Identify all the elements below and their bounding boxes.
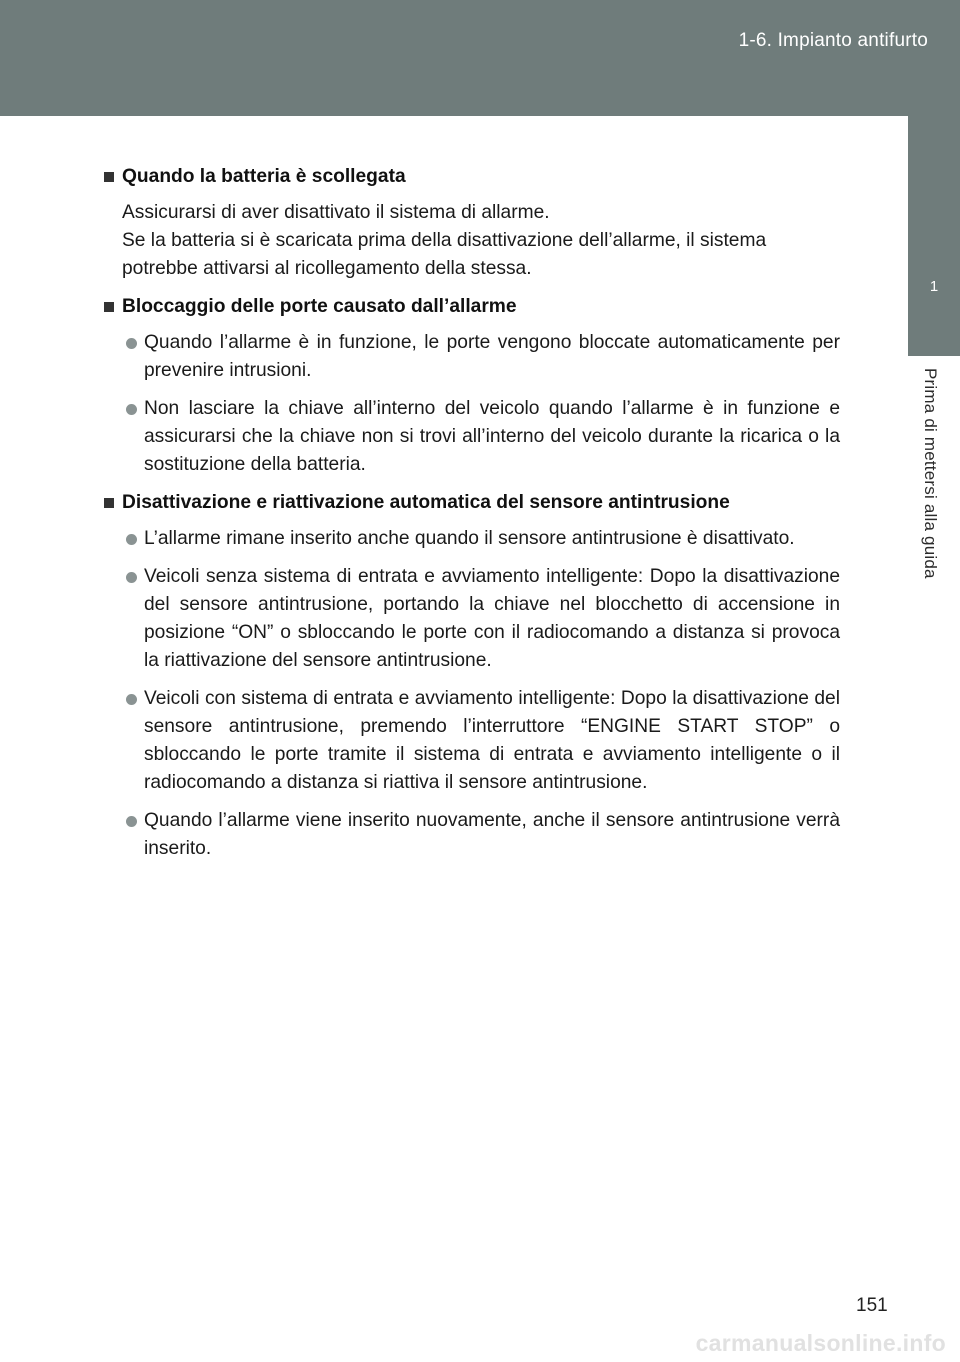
section-heading <box>104 293 840 321</box>
paragraph <box>104 199 840 283</box>
dot-bullet-icon <box>126 572 137 583</box>
bullet-item <box>104 563 840 675</box>
page-number: 151 <box>856 1295 888 1316</box>
section-heading <box>104 489 840 517</box>
section-heading-text: Quando la batteria è scollegata <box>122 166 406 187</box>
dot-bullet-icon <box>126 816 137 827</box>
bullet-text: Quando l’allarme è in funzione, le porte vengono bloccate automaticamente per prevenire intrusioni. <box>144 332 840 381</box>
watermark: carmanualsonline.info <box>695 1330 946 1356</box>
dot-bullet-icon <box>126 534 137 545</box>
paragraph-line: Se la batteria si è scaricata prima della disattivazione dell’allarme, il sistema potrebbe attivarsi al ricollegamento della stessa. <box>122 230 767 279</box>
bullet-text: L’allarme rimane inserito anche quando il sensore antintrusione è disattivato. <box>144 528 795 549</box>
side-tab-top <box>908 116 960 251</box>
dot-bullet-icon <box>126 694 137 705</box>
bullet-text: Veicoli senza sistema di entrata e avviamento intelligente: Dopo la disattivazione del sensore antintrusione, portando la chiave nel blocchetto di accensione in posizione “ON” o sbloccando le porte con il radiocomando a distanza si provoca la riattivazione del sensore antintrusione. <box>144 566 840 671</box>
bullet-item <box>104 395 840 479</box>
header-band <box>0 0 960 116</box>
bullet-text: Non lasciare la chiave all’interno del veicolo quando l’allarme è in funzione e assicurarsi che la chiave non si trovi all’interno del veicolo durante la ricarica o la sostituzione della batteria. <box>144 398 840 475</box>
section-heading-text: Bloccaggio delle porte causato dall’allarme <box>122 296 517 317</box>
section-heading-text: Disattivazione e riattivazione automatica del sensore antintrusione <box>122 492 730 513</box>
side-tab-label: Prima di mettersi alla guida <box>921 368 940 579</box>
section-title: 1-6. Impianto antifurto <box>738 30 928 51</box>
square-bullet-icon <box>104 498 114 508</box>
side-tab-number: 1 <box>908 251 960 356</box>
bullet-item <box>104 807 840 863</box>
bullet-text: Veicoli con sistema di entrata e avviamento intelligente: Dopo la disattivazione del sensore antintrusione, premendo l’interruttore “ENGINE START STOP” o sbloccando le porte tramite il sistema di entrata e avviamento intelligente o il radiocomando a distanza si riattiva il sensore antintrusione. <box>144 688 840 793</box>
dot-bullet-icon <box>126 338 137 349</box>
section-heading <box>104 163 840 191</box>
square-bullet-icon <box>104 172 114 182</box>
bullet-item <box>104 525 840 553</box>
square-bullet-icon <box>104 302 114 312</box>
bullet-item <box>104 685 840 797</box>
bullet-item <box>104 329 840 385</box>
bullet-text: Quando l’allarme viene inserito nuovamente, anche il sensore antintrusione verrà inserito. <box>144 810 840 859</box>
dot-bullet-icon <box>126 404 137 415</box>
page-content <box>104 163 840 873</box>
paragraph-line: Assicurarsi di aver disattivato il sistema di allarme. <box>122 202 550 223</box>
